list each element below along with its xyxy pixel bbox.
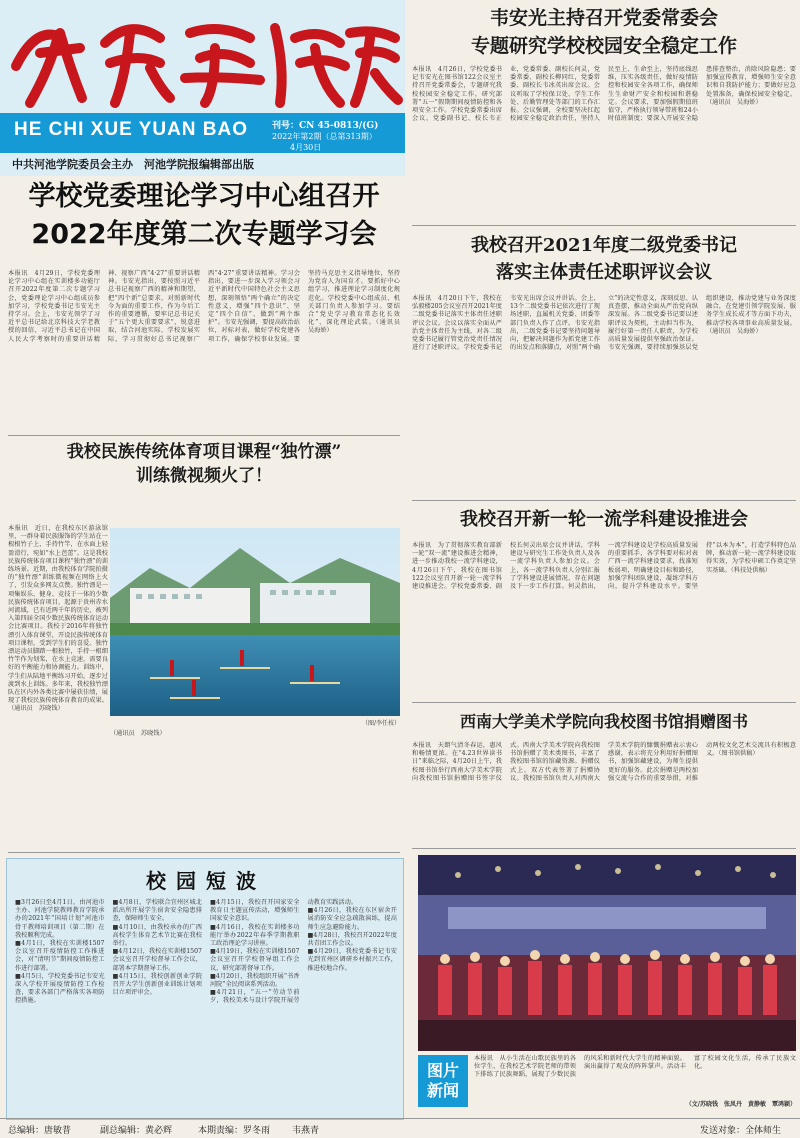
article-2-title-line1: 韦安光主持召开党委常委会 bbox=[489, 7, 718, 29]
article-2-headline bbox=[412, 4, 796, 66]
brief-item: ■4月26日，我校在东区宿舍开展消防安全应急疏散演练，提高师生应急避险能力。 bbox=[307, 907, 397, 931]
brief-item: ■4月10日，由我校承办的广西高校学生体育艺术节比赛在我校举行。 bbox=[112, 923, 202, 948]
footer-period-editor: 本期责编：罗冬雨 bbox=[198, 1126, 271, 1136]
campus-briefs-list bbox=[15, 899, 397, 1115]
photo-news-credit: （文/苏晓钱 张凤丹 黄静敏 覃鸿颖） bbox=[685, 1101, 796, 1108]
footer bbox=[0, 1118, 800, 1138]
masthead-date: 4月30日 bbox=[290, 143, 322, 152]
article-1-headline bbox=[8, 178, 400, 268]
article-1-body: 本报讯 4月29日，学校党委理论学习中心组在实训楼多功能厅召开2022年度第二次专题学习会，党委理论学习中心组成员参加学习，学校党委书记韦安光主持学习。会上，韦安光领学了习近平总书记给北京科技大学老教授的回信、习近平总书记在中国人民大学考察时的重要讲话精神、视察广西“4·27”重要讲话精神。韦安光指出，要按照习近平总书记视察广西的精神和期望，把“四个新”总要求，对照新时代今为面的重要工作，作为今后工作的重要遵循，要牢记总书记关于“五个更大重要要求”，锐意进取，结合河池实际、学校发展实际，学习贯彻好总书记视察广西“4·27”重要讲话精神。学习会指出，要进一步深入学习领会习近平新时代中国特色社会主义思想，深刻领悟“两个确立”的决定性意义，增强“四个意识”、坚定“四个自信”、做到“两个维护”。韦安光强调，要提高政治站位，对标对表，做好学校党建各项工作，确保学校事业发展。要坚持马克思主义指导地位，坚持为党育人为国育才。要抓好中心组学习，推进理论学习制度化规范化。学校党委中心组成员、机关部门负责人参加学习。要结合“党史学习教育常态化长效化”，深化理论武装。（通讯员 吴海娇） bbox=[8, 270, 407, 343]
campus-briefs-title: 校园短波 bbox=[146, 869, 266, 893]
article-3-body: 本报讯 4月20日下午，我校在弘毅楼205会议室召开2021年度二级党委书记落实主体责任述职评议会议。会议以落实全面从严治党主体责任为主线，对各二级党委书记履行管党治党责任情况进行了述职评议。学校党委书记韦安光出席会议并讲话。会上，13个二级党委书记依次进行了现场述职，直属机关党委、团委等部门负责人作了点评。韦安光指出，二级党委书记要坚持问题导向，把解决问题作为抓党建工作的出发点和落脚点，对照“两个确立”的决定性意义，深刻反思、认真查摆，推动全面从严治党向纵深发展。各二级党委书记要以述职评议为契机，主动担当作为，履行好第一责任人职责，为学校高质量发展提供坚强政治保证。韦安光强调，要持续加强基层党组织建设，推动党建与业务深度融合，在党建引领学院发展、服务学生成长成才等方面下功夫，推动学校各项事业高质量发展。（通讯员 吴海娇） bbox=[412, 295, 796, 352]
article-4-photo-caption: （图/李任枝） bbox=[361, 720, 400, 727]
article-6-body: 本报讯 天朗气清冬春运，惠风和畅情更浓。在“4.23世界读书日”来临之际，4月20日上午，我校图书馆举行西南大学美术学院向我校图书馆捐赠图书签字仪式。西南大学美术学院向我校图书馆捐赠了美术类图书，丰富了我校图书馆的馆藏资源。捐赠仪式上，双方代表签署了捐赠协议。我校图书馆负责人对西南大学美术学院的慷慨捐赠表示衷心感谢，表示将充分利用好捐赠图书，加强馆藏建设，为师生提供更好的服务。此次捐赠是两校加强交流与合作的重要举措，对推动两校文化艺术交流具有积极意义。（图书馆供稿） bbox=[412, 742, 796, 782]
dragon-boat-photo-icon bbox=[110, 528, 400, 716]
article-5-title: 我校召开新一轮一流学科建设推进会 bbox=[460, 509, 748, 530]
photo-news-label: 图片新闻 bbox=[426, 1061, 459, 1100]
brief-item: ■4月15日，我校创新创业学院召开大学生创新创业训练计划项目立项评审会。 bbox=[112, 972, 202, 997]
photo-news-label-box bbox=[418, 1055, 468, 1107]
brief-item: ■4月20日，我校组织开展“书香河院”全民阅读系列活动。 bbox=[210, 972, 300, 989]
article-3-title-line1: 我校召开2021年度二级党委书记 bbox=[470, 235, 738, 256]
article-4-photo bbox=[110, 528, 400, 716]
article-4-body: 本报讯 近日，在我校东区游泳馆里，一群身着民族服饰的学生站在一根根竹子上，手持竹竿，在水面上轻盈滑行，宛如“水上芭蕾”。这是我校民族传统体育项目课程“独竹漂”的训练场景。近期，由我校体育学院拍摄的“独竹漂”训练微视频在网络上火了，引发众多网友点赞。独竹漂是一项集娱乐、健身、竞技于一体的少数民族传统体育项目，起源于贵州赤水河流域，已有近两千年的历史，被列入第四届全国少数民族传统体育运动会比赛项目。我校于2016年将独竹漂引入体育课堂，开设民族传统体育项目课程，受到学生们的喜爱。独竹漂运动员脚踏一根独竹，手持一根细竹竿作为划桨，在水上竞速，需要良好的平衡能力和协调能力。训练中，学生们从陆地平衡练习开始，逐步过渡到水上训练。多年来，我校独竹漂队在区内外各类比赛中屡获佳绩，展现了我校民族传统体育教育的成果。（通讯员 苏晓钱） bbox=[8, 525, 108, 713]
masthead-sponsor: 中共河池学院委员会主办 河池学院报编辑部出版 bbox=[12, 158, 254, 171]
brief-item: ■4月28日，我校召开2022年度共青团工作会议。 bbox=[307, 931, 397, 948]
article-2-body: 本报讯 4月26日，学校党委书记韦安光在图书馆122会议室主持召开党委常委会，专题研究我校校园安全稳定工作，研究部署“五一”假期期间疫情防控和各项安全工作。学校党委常委出席会议，党委副书记、校长韦正业，党委常委、副校长何灵，党委常委、副校长柳同红，党委常委、副校长韦冰英出席会议。会议听取了学校保卫处、学生工作处、后勤管理处等部门的工作汇报。会议强调，全校要坚决扛起校园安全稳定政治责任，坚持人民至上、生命至上，坚持底线思维，压实各级责任，做好疫情防控和校园安全各项工作，确保师生生命财产安全和校园和谐稳定。会议要求，要加强假期值班值守，严格执行领导带班和24小时值班制度；要深入开展安全隐患排查整治，消除风险隐患；要加强宣传教育，增强师生安全意识和自我防护能力；要做好应急处置准备，确保校园安全稳定。（通讯员 吴海娇） bbox=[412, 66, 796, 123]
brief-item: ■4月21日，“五一”劳动节前夕，我校美术与设计学院开展劳动教育实践活动。 bbox=[210, 899, 357, 1005]
masthead-issue: 2022年第2期（总第313期） bbox=[272, 132, 377, 141]
footer-proofreader: 韦燕青 bbox=[292, 1126, 320, 1136]
brief-item: ■4月8日，学校联合宜州区城北派出所开展学生宿舍安全隐患排查，保障师生安全。 bbox=[112, 899, 202, 923]
brief-item: ■4月5日，学校党委书记韦安光深入学校开展疫情防控工作检查，要求各部门严格落实各项防控措施。 bbox=[15, 972, 105, 1005]
brief-item: ■4月1日，我校在实训楼1507会议室召开疫情防控工作推进会，对“清明节”期间疫情防控工作进行部署。 bbox=[15, 940, 105, 972]
masthead-logo bbox=[10, 8, 400, 108]
masthead-issn: 刊号：CN 45-0813/(G) bbox=[272, 121, 379, 131]
masthead-pinyin: HE CHI XUE YUAN BAO bbox=[14, 119, 249, 140]
photo-news-image bbox=[418, 855, 796, 1051]
footer-distribution: 发送对象：全体师生 bbox=[700, 1126, 782, 1136]
article-3-headline bbox=[412, 232, 796, 290]
photo-news-body: 本报讯 从小生活在山歌民族里的各位学生，在我校艺术学院老师的带领下排练了民族舞蹈，展现了少数民族的风采和新时代大学生的精神面貌。演出赢得了观众的阵阵掌声。活动丰富了校园文化生活，传承了民族文化。 bbox=[474, 1055, 796, 1079]
logo-calligraphy-icon bbox=[10, 8, 400, 108]
article-4-body-cont bbox=[110, 730, 400, 845]
article-4-title-line2: 训练微视频火了！ bbox=[136, 466, 272, 486]
article-4-headline bbox=[8, 440, 400, 520]
brief-item: ■4月16日，我校在实训楼多功能厅举办2022年春季学期教职工政治理论学习讲座。 bbox=[210, 923, 300, 948]
footer-editor-chief: 总编辑：唐敏普 bbox=[8, 1126, 72, 1136]
brief-item: ■4月15日，我校召开国家安全教育日主题宣传活动，增强师生国家安全意识。 bbox=[210, 899, 300, 923]
brief-item: ■4月19日，我校在实训楼1507会议室召开学校督导组工作会议，研究部署督导工作。 bbox=[210, 948, 300, 972]
stage-performance-photo-icon bbox=[418, 855, 796, 1051]
brief-item: ■3月26日至4月1日，由河池市主办、河池学院教师教育学院承办的2021年“国培计划”河池市骨干教师培训项目（第二期）在我校顺利完成。 bbox=[15, 899, 105, 939]
brief-item: ■4月29日，我校党委书记韦安光到宜州区调研乡村振兴工作，推进校地合作。 bbox=[307, 948, 397, 972]
article-5-body: 本报讯 为了贯彻落实教育部新一轮“双一流”建设推进会精神，进一步推动我校一流学科建设，4月26日下午，我校在图书馆122会议室召开新一轮一流学科建设推进会。学校党委常委、副校长何灵出席会议并讲话，学科建设与研究生工作处负责人及各一流学科负责人参加会议。会上，各一流学科负责人分别汇报了学科建设进展情况、存在问题及下一步工作打算。何灵指出，一流学科建设是学校高质量发展的重要抓手，各学科要对标对表广西一流学科建设要求，找准短板弱项，明确建设目标和路径，加强学科团队建设，凝练学科方向，提升学科建设水平。要坚持“以本为本”，打造学科特色品牌，推动新一轮一流学科建设取得实效，为学校申硕工作奠定坚实基础。（科技处供稿） bbox=[412, 542, 796, 591]
article-3-title-line2: 落实主体责任述职评议会议 bbox=[496, 262, 712, 283]
campus-briefs-box bbox=[6, 858, 404, 1120]
article-2-title-line2: 专题研究学校校园安全稳定工作 bbox=[470, 35, 737, 57]
article-1-title-line1: 学校党委理论学习中心组召开 bbox=[28, 181, 380, 212]
brief-item: ■4月12日，我校在实训楼1507会议室召开学校督导工作会议，部署本学期督导工作。 bbox=[112, 948, 202, 972]
article-1-title-line2: 2022年度第二次专题学习会 bbox=[31, 219, 377, 250]
article-6-title: 西南大学美术学院向我校图书馆捐赠图书 bbox=[459, 712, 748, 731]
article-6-headline bbox=[412, 708, 796, 738]
article-4-credit: （通讯员 苏晓钱） bbox=[110, 730, 166, 737]
article-4-title-line1: 我校民族传统体育项目课程“独竹漂” bbox=[66, 442, 342, 462]
article-5-headline bbox=[412, 506, 796, 536]
footer-deputy-chief: 副总编辑：黄必辉 bbox=[100, 1126, 173, 1136]
